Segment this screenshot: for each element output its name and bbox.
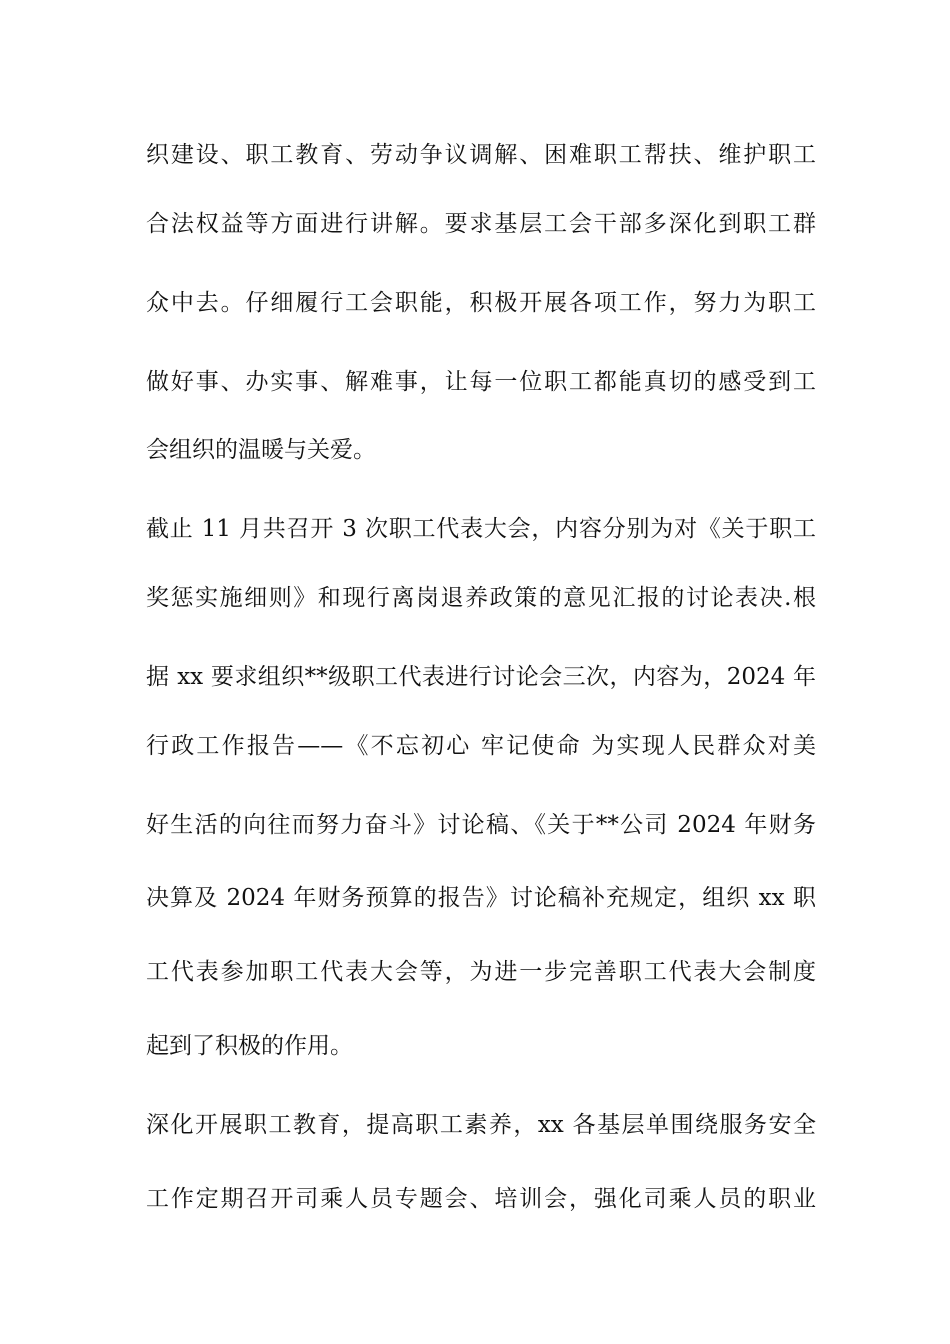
text-line: 好生活的向往而努力奋斗》讨论稿、《关于**公司 2024 年财务 <box>146 812 816 838</box>
text-line: 做好事、办实事、解难事，让每一位职工都能真切的感受到工 <box>146 369 816 395</box>
text-line: 决算及 2024 年财务预算的报告》讨论稿补充规定，组织 xx 职 <box>146 885 816 911</box>
text-line: 起到了积极的作用。 <box>146 1033 353 1059</box>
text-line: 众中去。仔细履行工会职能，积极开展各项工作，努力为职工 <box>146 290 816 316</box>
text-line: 据 xx 要求组织**级职工代表进行讨论会三次，内容为，2024 年 <box>146 664 816 690</box>
text-line: 深化开展职工教育，提高职工素养，xx 各基层单围绕服务安全 <box>146 1112 816 1138</box>
text-line: 合法权益等方面进行讲解。要求基层工会干部多深化到职工群 <box>146 211 816 237</box>
text-line: 工代表参加职工代表大会等，为进一步完善职工代表大会制度 <box>146 959 816 985</box>
text-line: 工作定期召开司乘人员专题会、培训会，强化司乘人员的职业 <box>146 1186 816 1212</box>
text-line: 截止 11 月共召开 3 次职工代表大会，内容分别为对《关于职工 <box>146 516 816 542</box>
text-line: 会组织的温暖与关爱。 <box>146 437 376 463</box>
text-line: 行政工作报告——《不忘初心 牢记使命 为实现人民群众对美 <box>146 733 816 759</box>
text-line: 织建设、职工教育、劳动争议调解、困难职工帮扶、维护职工 <box>146 142 816 168</box>
text-line: 奖惩实施细则》和现行离岗退养政策的意见汇报的讨论表决.根 <box>146 585 816 611</box>
